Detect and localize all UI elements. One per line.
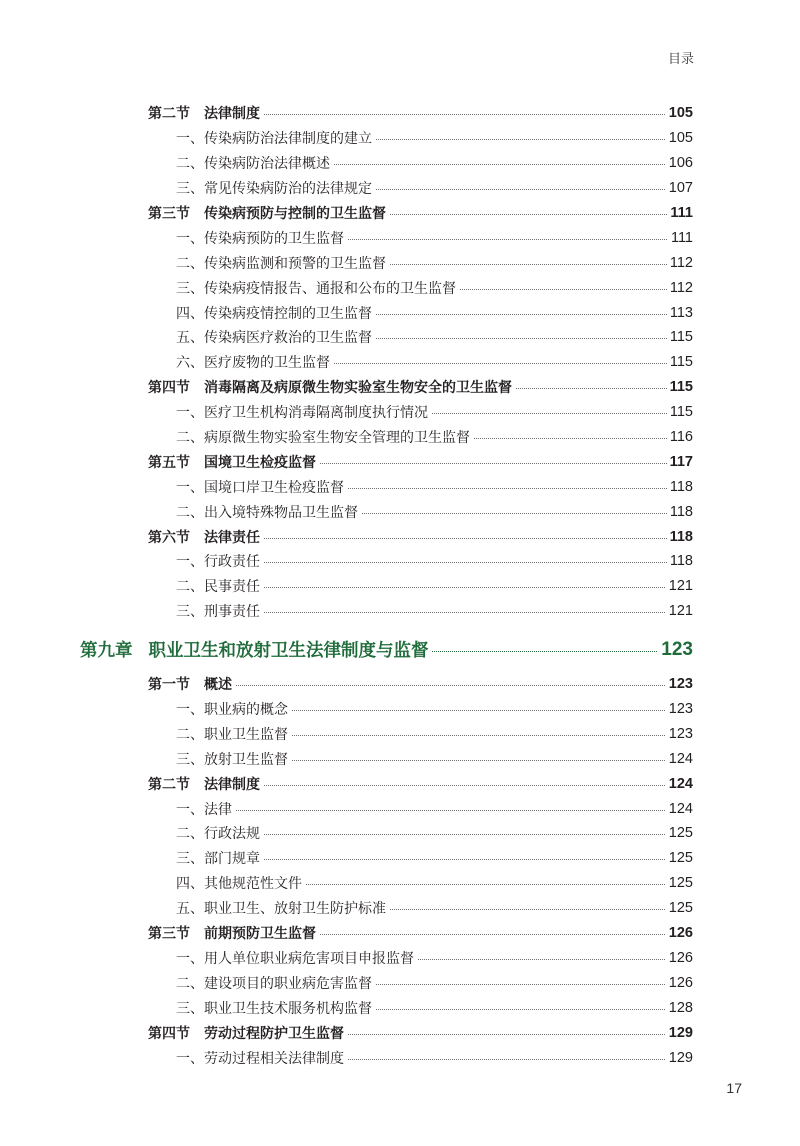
toc-item[interactable] [176, 499, 693, 524]
toc-page-number: 115 [667, 379, 693, 395]
toc-entry-title: 二、出入境特殊物品卫生监督 [176, 504, 358, 521]
toc-item[interactable] [176, 176, 693, 201]
toc-entry-number: 第二节 [148, 106, 190, 123]
toc-page-number: 117 [667, 454, 693, 470]
toc-item[interactable] [176, 350, 693, 375]
toc-entry-text [148, 923, 319, 943]
toc-section[interactable] [148, 101, 693, 126]
toc-entry-title: 传染病预防与控制的卫生监督 [204, 206, 386, 222]
running-header: 目录 [667, 52, 694, 67]
toc-section[interactable] [148, 201, 693, 226]
toc-page-number: 124 [666, 751, 693, 767]
toc-item[interactable] [176, 846, 693, 871]
toc-entry-text [176, 749, 291, 769]
toc-item[interactable] [176, 995, 693, 1020]
toc-item[interactable] [176, 697, 693, 722]
toc-entry-text [176, 973, 375, 993]
toc-entry-title: 三、职业卫生技术服务机构监督 [176, 1000, 372, 1017]
toc-item[interactable] [176, 746, 693, 771]
toc-page-number: 115 [667, 404, 693, 420]
toc-item[interactable] [176, 896, 693, 921]
toc-entry-text [176, 427, 473, 447]
toc-entry-text [176, 699, 291, 719]
toc-page-number: 124 [666, 776, 693, 792]
toc-entry-text [80, 637, 432, 662]
toc-page-number: 107 [666, 180, 693, 196]
toc-entry-number: 第三节 [148, 206, 190, 222]
toc-entry-title: 二、病原微生物实验室生物安全管理的卫生监督 [176, 430, 470, 447]
toc-entry-title: 一、传染病防治法律制度的建立 [176, 131, 372, 148]
toc-entry-text [176, 502, 361, 522]
toc-entry-title: 消毒隔离及病原微生物实验室生物安全的卫生监督 [204, 380, 512, 397]
toc-entry-title: 一、用人单位职业病危害项目申报监督 [176, 950, 414, 967]
toc-item[interactable] [176, 970, 693, 995]
toc-entry-text [176, 823, 263, 843]
toc-page-number: 112 [667, 280, 693, 296]
toc-entry-text [176, 228, 347, 248]
toc-entry-title: 二、行政法规 [176, 826, 260, 843]
toc-page-number: 116 [667, 429, 693, 445]
toc-item[interactable] [176, 126, 693, 151]
toc-item[interactable] [176, 946, 693, 971]
toc-entry-text [148, 377, 515, 397]
toc-item[interactable] [176, 871, 693, 896]
page-number: 17 [726, 1080, 742, 1096]
toc-entry-title: 法律责任 [204, 529, 260, 546]
toc-entry-text [176, 278, 459, 298]
toc-page-number: 105 [666, 105, 693, 121]
toc-page-number: 128 [666, 1000, 693, 1016]
toc-section[interactable] [148, 771, 693, 796]
toc-item[interactable] [176, 574, 693, 599]
toc-entry-number: 第四节 [148, 1025, 190, 1042]
toc-entry-text [176, 153, 333, 173]
toc-entry-title: 一、劳动过程相关法律制度 [176, 1050, 344, 1067]
toc-entry-title: 二、建设项目的职业病危害监督 [176, 975, 372, 992]
toc-item[interactable] [176, 400, 693, 425]
toc-entry-title: 五、传染病医疗救治的卫生监督 [176, 330, 372, 347]
toc-page-number: 125 [666, 875, 693, 891]
toc-page-number: 118 [667, 553, 693, 569]
toc-item[interactable] [176, 425, 693, 450]
toc-entry-title: 四、其他规范性文件 [176, 876, 302, 893]
toc-entry-title: 六、医疗废物的卫生监督 [176, 355, 330, 372]
toc-entry-number: 第五节 [148, 454, 190, 471]
toc-entry-text [148, 1023, 347, 1043]
toc-entry-title: 二、民事责任 [176, 579, 260, 596]
toc-entry-text [176, 1048, 347, 1068]
table-of-contents [0, 101, 800, 1070]
toc-page-number: 125 [666, 850, 693, 866]
toc-entry-text [176, 402, 431, 422]
toc-entry-title: 五、职业卫生、放射卫生防护标准 [176, 901, 386, 918]
toc-entry-title: 三、部门规章 [176, 851, 260, 868]
toc-item[interactable] [176, 250, 693, 275]
toc-page-number: 118 [667, 479, 693, 495]
toc-entry-text [176, 477, 347, 497]
toc-page-number: 111 [668, 230, 693, 246]
toc-entry-text [176, 576, 263, 596]
toc-item[interactable] [176, 796, 693, 821]
toc-entry-text [176, 178, 375, 198]
toc-entry-text [176, 848, 263, 868]
toc-page-number: 126 [666, 950, 693, 966]
toc-entry-text [148, 674, 235, 694]
toc-entry-title: 三、刑事责任 [176, 604, 260, 621]
toc-entry-text [176, 898, 389, 918]
toc-section[interactable] [148, 524, 693, 549]
toc-page-number: 123 [666, 726, 693, 742]
toc-section[interactable] [148, 921, 693, 946]
toc-section[interactable] [148, 1020, 693, 1045]
toc-entry-number: 第四节 [148, 380, 190, 397]
toc-page-number: 105 [666, 130, 693, 146]
toc-entry-title: 一、行政责任 [176, 554, 260, 571]
toc-item[interactable] [176, 151, 693, 176]
toc-item[interactable] [176, 474, 693, 499]
toc-page-number: 126 [666, 975, 693, 991]
toc-section[interactable] [148, 672, 693, 697]
toc-page-number: 125 [666, 825, 693, 841]
toc-page-number: 129 [666, 1025, 693, 1041]
toc-entry-title: 一、国境口岸卫生检疫监督 [176, 479, 344, 496]
toc-page-number: 123 [658, 639, 693, 661]
toc-item[interactable] [176, 325, 693, 350]
dot-leader [176, 810, 693, 811]
toc-entry-text [176, 327, 375, 347]
toc-item[interactable] [176, 225, 693, 250]
toc-entry-text [176, 998, 375, 1018]
toc-page-number: 121 [666, 603, 693, 619]
toc-page-number: 126 [666, 925, 693, 941]
toc-entry-text [148, 774, 263, 794]
toc-entry-text [176, 128, 375, 148]
toc-entry-text [148, 527, 263, 547]
toc-page-number: 121 [666, 578, 693, 594]
toc-entry-title: 职业卫生和放射卫生法律制度与监督 [148, 641, 429, 662]
toc-entry-title: 一、医疗卫生机构消毒隔离制度执行情况 [176, 405, 428, 422]
toc-entry-text [176, 724, 291, 744]
toc-entry-title: 三、常见传染病防治的法律规定 [176, 181, 372, 198]
toc-entry-title: 三、放射卫生监督 [176, 751, 288, 768]
toc-page-number: 111 [667, 205, 693, 221]
toc-page-number: 113 [667, 305, 693, 321]
toc-entry-number: 第一节 [148, 677, 190, 694]
toc-entry-text [176, 551, 263, 571]
toc-entry-title: 劳动过程防护卫生监督 [204, 1025, 344, 1042]
toc-chapter[interactable] [80, 630, 693, 670]
toc-page-number: 115 [667, 329, 693, 345]
toc-entry-title: 一、传染病预防的卫生监督 [176, 230, 344, 247]
toc-entry-title: 国境卫生检疫监督 [204, 454, 316, 471]
toc-entry-title: 法律制度 [204, 776, 260, 793]
toc-page-number: 118 [667, 529, 693, 545]
toc-entry-number: 第九章 [80, 641, 133, 662]
toc-entry-title: 四、传染病疫情控制的卫生监督 [176, 305, 372, 322]
toc-entry-text [176, 601, 263, 621]
toc-page-number: 112 [667, 255, 693, 271]
toc-entry-text [148, 203, 389, 223]
toc-entry-text [176, 253, 389, 273]
toc-entry-text [176, 948, 417, 968]
toc-page-number: 123 [666, 676, 693, 692]
toc-entry-number: 第二节 [148, 776, 190, 793]
toc-entry-text [148, 452, 319, 472]
toc-item[interactable] [176, 549, 693, 574]
toc-entry-title: 一、职业病的概念 [176, 702, 288, 719]
toc-entry-text [176, 303, 375, 323]
toc-entry-title: 三、传染病疫情报告、通报和公布的卫生监督 [176, 280, 456, 297]
toc-entry-text [176, 873, 305, 893]
toc-page-number: 115 [667, 354, 693, 370]
toc-entry-text [148, 103, 263, 123]
toc-entry-title: 概述 [204, 677, 232, 694]
toc-page-number: 129 [666, 1050, 693, 1066]
toc-item[interactable] [176, 275, 693, 300]
toc-entry-title: 二、传染病监测和预警的卫生监督 [176, 255, 386, 272]
toc-page-number: 124 [666, 801, 693, 817]
toc-entry-text [176, 799, 235, 819]
toc-item[interactable] [176, 300, 693, 325]
toc-item[interactable] [176, 821, 693, 846]
toc-page-number: 125 [666, 900, 693, 916]
toc-entry-number: 第三节 [148, 926, 190, 943]
toc-entry-text [176, 352, 333, 372]
toc-page-number: 118 [667, 504, 693, 520]
toc-entry-title: 二、传染病防治法律概述 [176, 156, 330, 173]
toc-section[interactable] [148, 449, 693, 474]
toc-item[interactable] [176, 721, 693, 746]
toc-entry-title: 法律制度 [204, 106, 260, 123]
toc-item[interactable] [176, 1045, 693, 1070]
toc-entry-number: 第六节 [148, 529, 190, 546]
toc-entry-title: 二、职业卫生监督 [176, 726, 288, 743]
toc-entry-title: 一、法律 [176, 801, 232, 818]
toc-page-number: 106 [666, 155, 693, 171]
toc-item[interactable] [176, 599, 693, 624]
toc-section[interactable] [148, 375, 693, 400]
toc-entry-title: 前期预防卫生监督 [204, 926, 316, 943]
toc-page-number: 123 [666, 701, 693, 717]
